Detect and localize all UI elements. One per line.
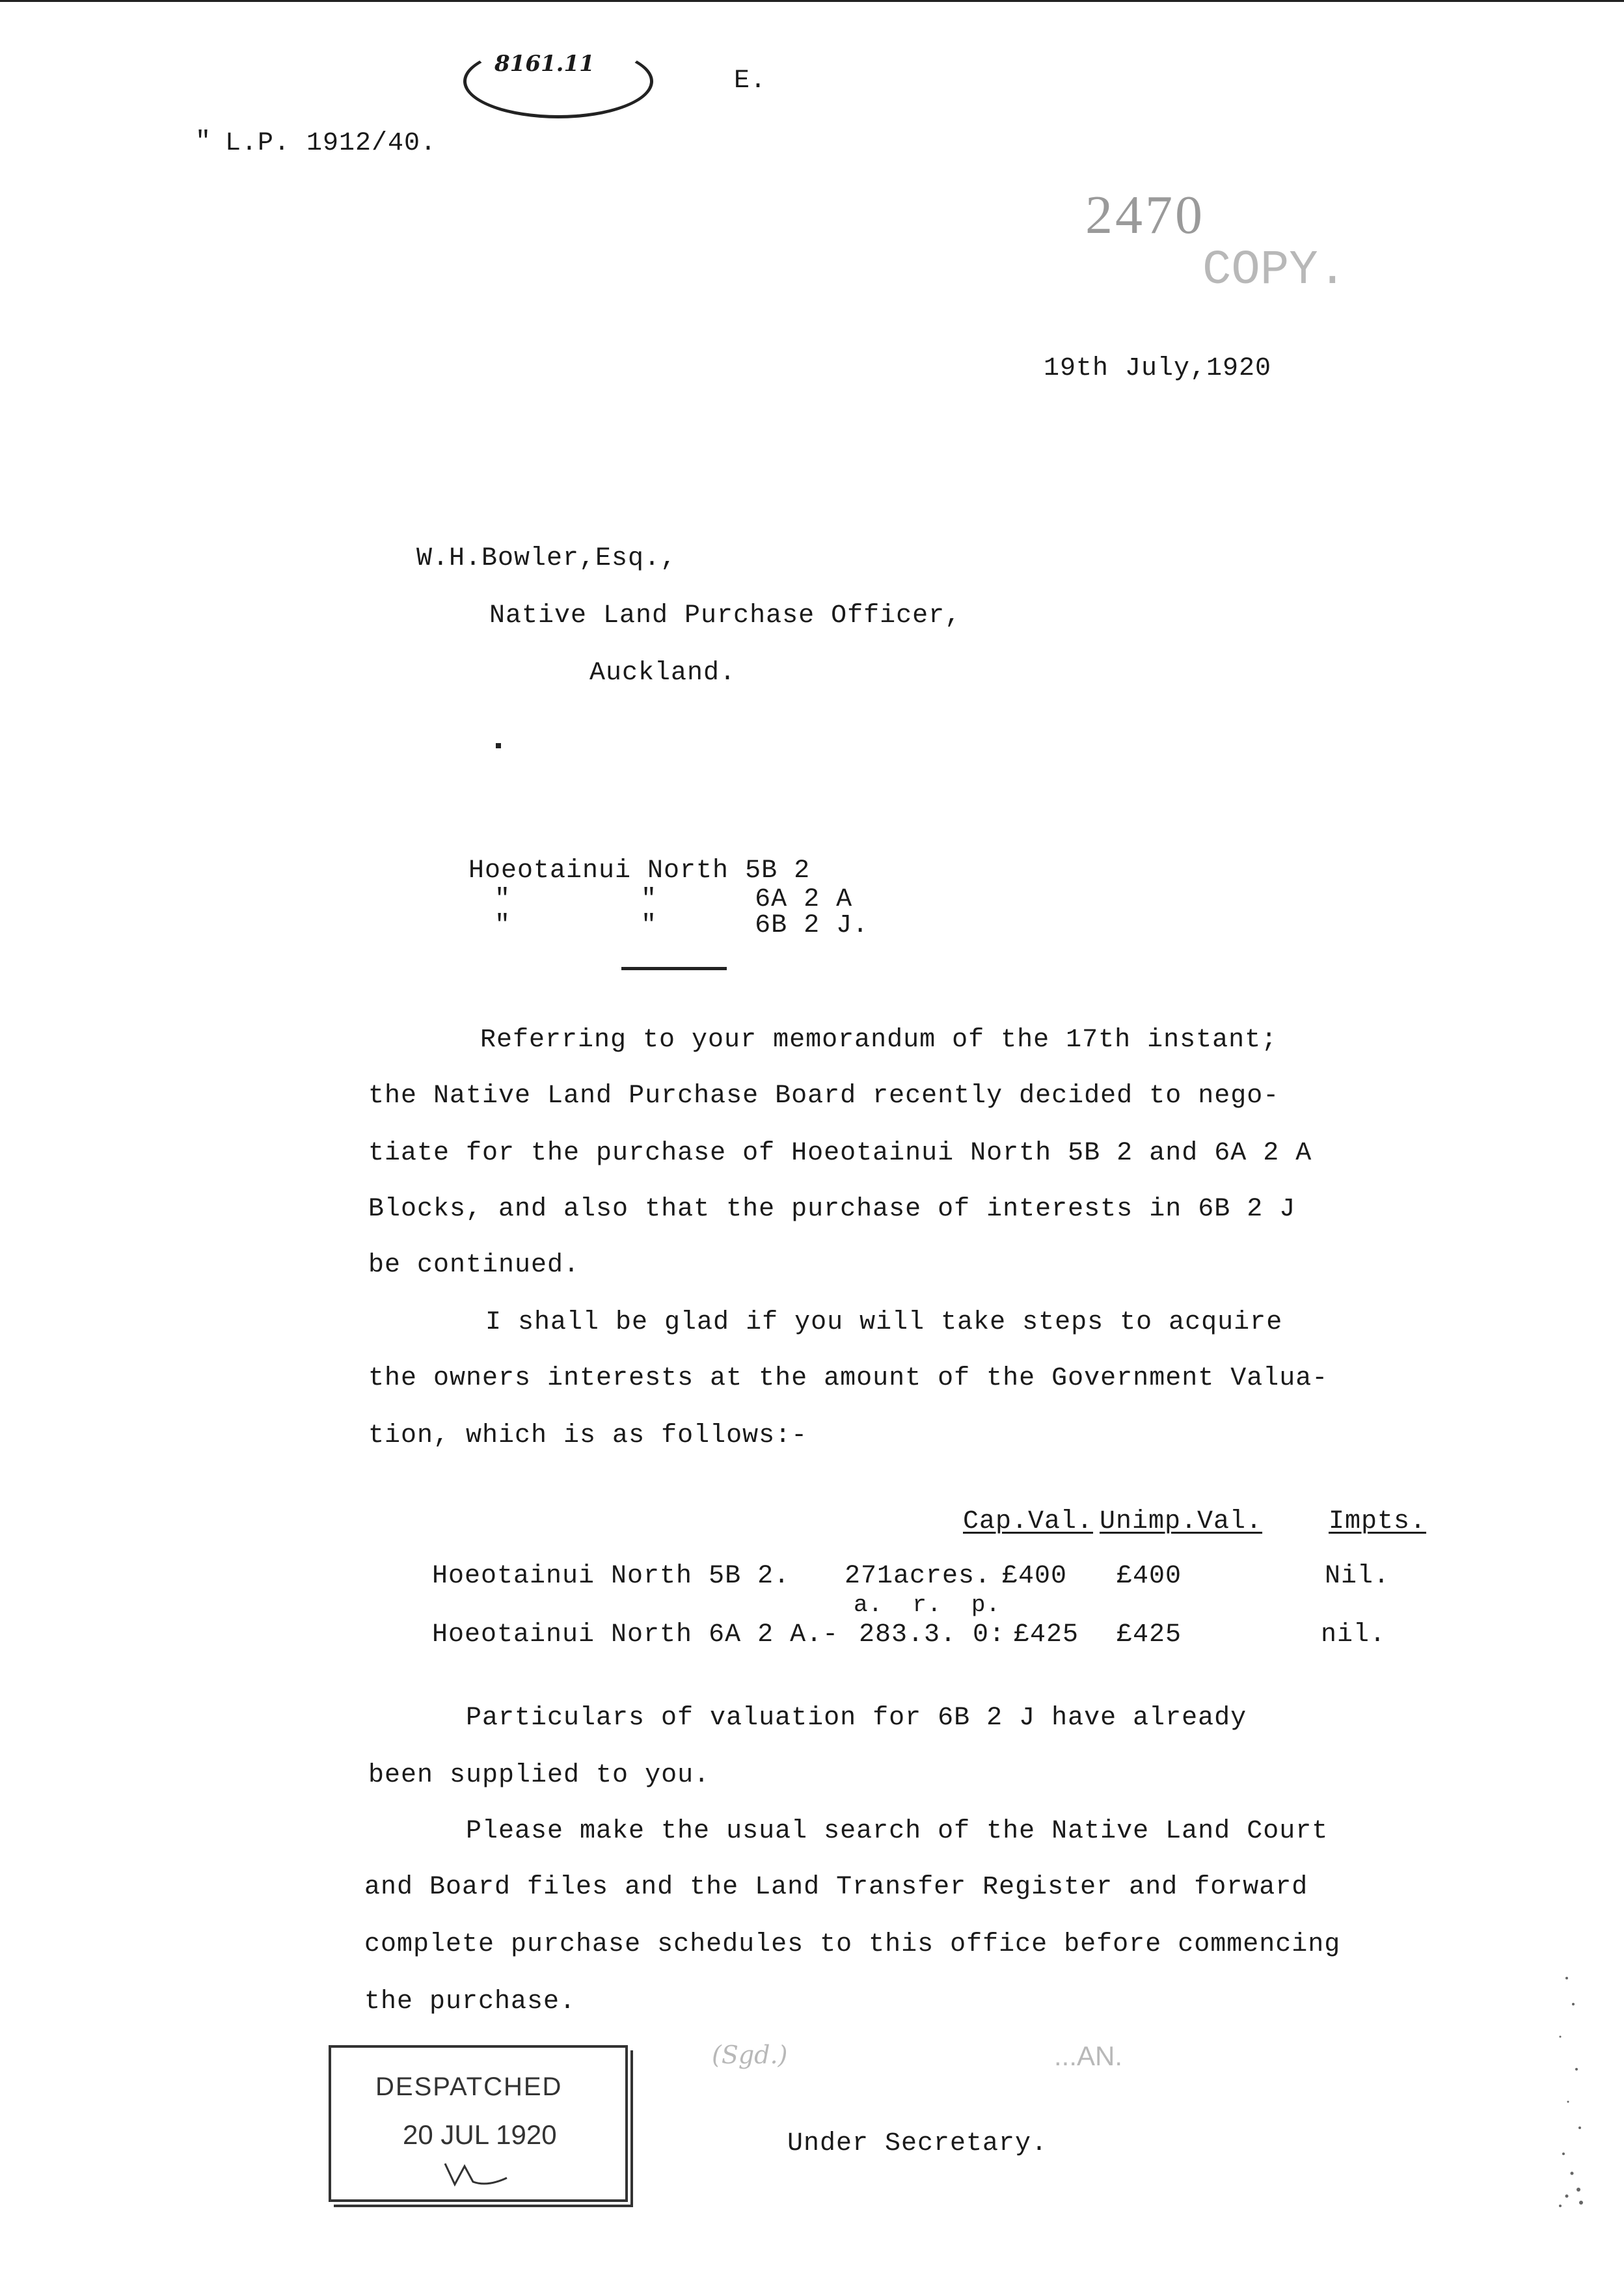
initials-scribble (442, 2158, 513, 2191)
stray-dot (496, 743, 501, 748)
addressee-name: W.H.Bowler,Esq., (416, 544, 677, 573)
reference-number: L.P. 1912/40. (225, 129, 437, 158)
para4-line-1: Please make the usual search of the Native Land Court (466, 1817, 1329, 1846)
row1-area: 271acres. (845, 1562, 992, 1591)
file-number: 8161.11 (494, 51, 595, 77)
para4-line-3: complete purchase schedules to this office before commencing (364, 1930, 1341, 1959)
despatched-date: 20 JUL 1920 (403, 2119, 557, 2150)
subject-underline (621, 967, 727, 970)
para1-line-2: the Native Land Purchase Board recently decided to nego- (368, 1081, 1280, 1111)
despatched-stamp (329, 2045, 628, 2202)
para3-line-1: Particulars of valuation for 6B 2 J have already (466, 1704, 1247, 1733)
para1-line-3: tiate for the purchase of Hoeotainui North 5B 2 and 6A 2 A (368, 1139, 1312, 1168)
para1-line-1: Referring to your memorandum of the 17th instant; (480, 1026, 1278, 1055)
signature-title: Under Secretary. (787, 2129, 1048, 2158)
para4-line-4: the purchase. (364, 1987, 576, 2017)
header-cap-val: Cap.Val. (963, 1507, 1094, 1536)
row2-unimp-val: £425 (1116, 1620, 1182, 1650)
row1-impts: Nil. (1325, 1562, 1390, 1591)
signature-sgd: (Sgd.) (712, 2041, 788, 2069)
para3-line-2: been supplied to you. (368, 1761, 710, 1790)
scan-noise (1521, 1965, 1586, 2212)
para1-line-4: Blocks, and also that the purchase of interests in 6B 2 J (368, 1195, 1296, 1224)
mark-e: E. (734, 66, 767, 96)
para1-line-5: be continued. (368, 1251, 580, 1280)
letter-date: 19th July,1920 (1044, 354, 1272, 383)
subject-line-3: " " 6B 2 J. (494, 911, 869, 940)
row2-impts: nil. (1321, 1620, 1387, 1650)
header-unimp-val: Unimp.Val. (1100, 1507, 1263, 1536)
para2-line-2: the owners interests at the amount of the Government Valua- (368, 1364, 1329, 1393)
row1-block: Hoeotainui North 5B 2. (432, 1562, 791, 1591)
subject-line-1: Hoeotainui North 5B 2 (468, 856, 811, 886)
para4-line-2: and Board files and the Land Transfer Register and forward (364, 1873, 1308, 1902)
para2-line-3: tion, which is as follows:- (368, 1421, 808, 1450)
signature-name: ...AN. (1054, 2041, 1123, 2071)
despatched-label: DESPATCHED (375, 2072, 563, 2101)
header-impts: Impts. (1329, 1507, 1427, 1536)
row1-cap-val: £400 (1002, 1562, 1068, 1591)
page-top-edge (0, 0, 1624, 2)
subject-line-2: " " 6A 2 A (494, 885, 853, 914)
units-row: a. r. p. (854, 1592, 1001, 1618)
row2-block: Hoeotainui North 6A 2 A.- (432, 1620, 839, 1650)
copy-mark: COPY. (1202, 243, 1347, 298)
quote-mark: " (195, 128, 212, 157)
stamp-number: 2470 (1085, 185, 1205, 245)
para2-line-1: I shall be glad if you will take steps to acquire (485, 1308, 1283, 1337)
addressee-title: Native Land Purchase Officer, (489, 601, 962, 631)
addressee-city: Auckland. (589, 659, 737, 688)
row1-unimp-val: £400 (1116, 1562, 1182, 1591)
row2-area: 283.3. 0: (859, 1620, 1006, 1650)
row2-cap-val: £425 (1014, 1620, 1079, 1650)
